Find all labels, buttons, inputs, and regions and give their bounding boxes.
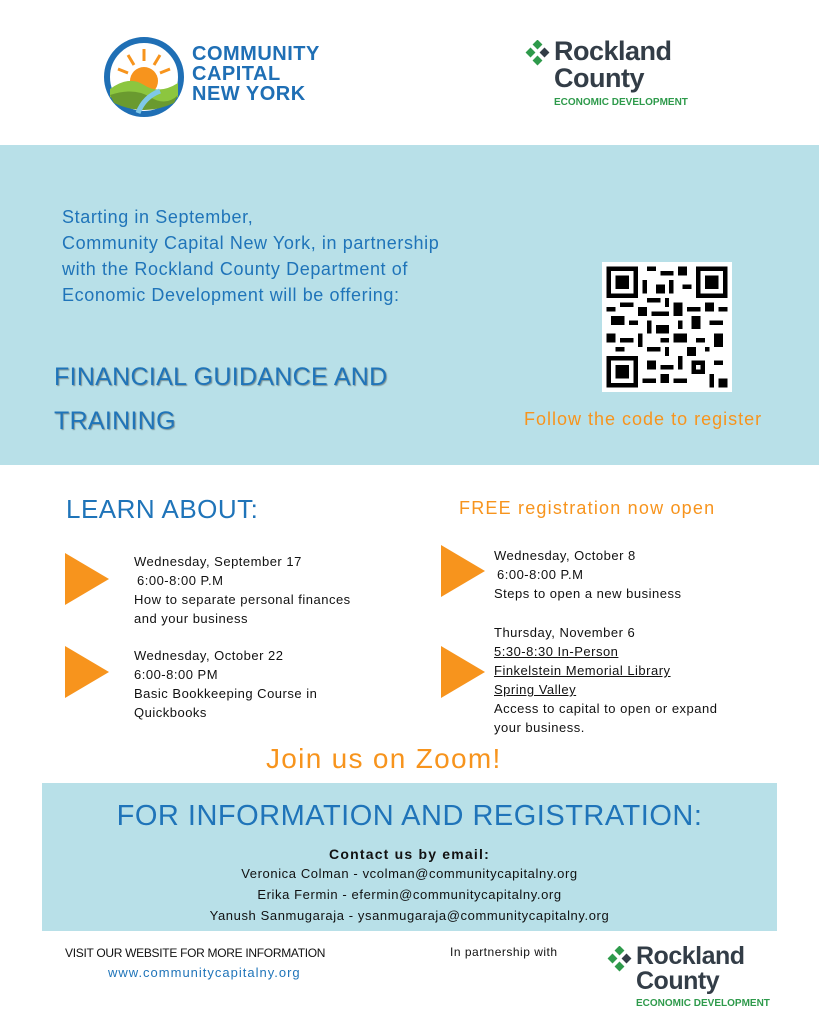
event-date: Wednesday, September 17 [134, 554, 302, 569]
learn-about-heading: LEARN ABOUT: [66, 494, 259, 524]
community-capital-logo [104, 37, 344, 117]
event-time: 6:00-8:00 P.M [497, 567, 584, 582]
website-link[interactable]: www.communitycapitalny.org [108, 965, 301, 980]
ccny-logo-line1: COMMUNITY [192, 43, 320, 65]
rockland-logo-tagline: ECONOMIC DEVELOPMENT [554, 97, 688, 108]
rockland-logo-line1: Rockland [554, 36, 672, 66]
intro-line: with the Rockland County Department of [62, 259, 408, 279]
event-date: Wednesday, October 22 [134, 648, 284, 663]
intro-line: Economic Development will be offering: [62, 285, 400, 305]
event-description: your business. [494, 720, 585, 735]
event-date: Thursday, November 6 [494, 625, 636, 640]
event-time: 6:00-8:00 PM [134, 667, 219, 682]
qr-code-icon[interactable] [602, 262, 732, 392]
sun-landscape-icon [104, 37, 184, 117]
event-description: Steps to open a new business [494, 586, 682, 601]
footer-rockland-logo [606, 942, 806, 1016]
contact-email-line[interactable]: Veronica Colman - vcolman@communitycapitalny.org [241, 866, 578, 881]
ccny-logo-line3: NEW YORK [192, 83, 306, 105]
event-item [494, 623, 717, 737]
orange-arrow-icon [65, 553, 109, 605]
event-item [134, 552, 351, 628]
partnership-text: In partnership with [450, 945, 558, 959]
rockland-logo-line2: County [554, 63, 644, 93]
orange-arrow-icon [441, 545, 485, 597]
diamond-cluster-icon [524, 40, 554, 76]
orange-arrow-icon [65, 646, 109, 698]
rockland-logo-line2: County [636, 967, 720, 995]
rockland-logo-line1: Rockland [636, 942, 745, 970]
event-description: Access to capital to open or expand [494, 701, 718, 716]
event-description: Basic Bookkeeping Course in [134, 686, 318, 701]
contact-email-line[interactable]: Yanush Sanmugaraja - ysanmugaraja@communitycapitalny.org [209, 908, 610, 923]
event-item [494, 546, 681, 603]
event-location: Spring Valley [494, 682, 577, 697]
event-time: 6:00-8:00 P.M [137, 573, 224, 588]
event-time: 5:30-8:30 In-Person [494, 644, 619, 659]
event-description: Quickbooks [134, 705, 207, 720]
contact-email-line[interactable]: Erika Fermin - efermin@communitycapitalny.org [257, 887, 562, 902]
register-instruction: Follow the code to register [524, 409, 763, 429]
event-date: Wednesday, October 8 [494, 548, 636, 563]
intro-text [62, 204, 582, 308]
intro-line: Starting in September, [62, 207, 254, 227]
rockland-county-logo [524, 36, 724, 110]
ccny-logo-line2: CAPITAL [192, 63, 281, 85]
visit-website-text: VISIT OUR WEBSITE FOR MORE INFORMATION [65, 946, 326, 960]
info-title: FOR INFORMATION AND REGISTRATION: [116, 800, 703, 832]
orange-arrow-icon [441, 646, 485, 698]
rockland-logo-tagline: ECONOMIC DEVELOPMENT [636, 998, 770, 1009]
free-registration-text: FREE registration now open [459, 498, 716, 518]
intro-line: Community Capital New York, in partnership [62, 233, 440, 253]
headline-line: TRAINING [54, 407, 176, 435]
zoom-callout: Join us on Zoom! [266, 743, 502, 774]
event-location: Finkelstein Memorial Library [494, 663, 671, 678]
headline-line: FINANCIAL GUIDANCE AND [54, 363, 388, 391]
event-item [134, 646, 317, 722]
contact-heading: Contact us by email: [329, 846, 490, 862]
program-headline [54, 355, 388, 443]
event-description: How to separate personal finances [134, 592, 351, 607]
event-description: and your business [134, 611, 249, 626]
diamond-cluster-icon [606, 946, 636, 982]
